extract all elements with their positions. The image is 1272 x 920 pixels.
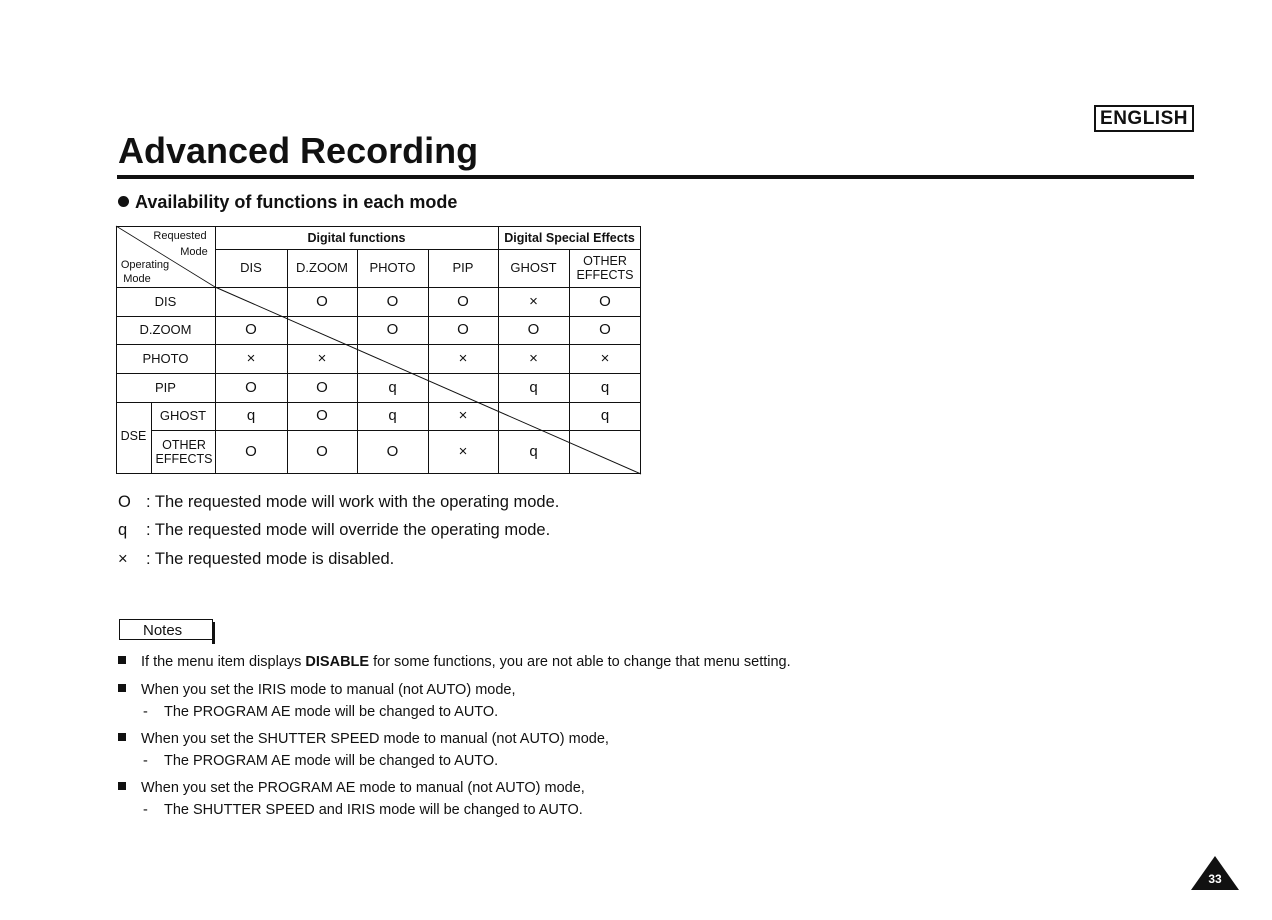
- square-bullet-icon: [118, 684, 126, 692]
- notes-box-shadow: [212, 622, 215, 644]
- table-cell: ×: [600, 349, 610, 367]
- note-text: When you set the SHUTTER SPEED mode to manual (not AUTO) mode,: [141, 731, 609, 747]
- table-cell: O: [599, 292, 611, 310]
- table-cell: O: [316, 378, 328, 396]
- row-label-photo: PHOTO: [142, 350, 189, 366]
- legend-symbol: ×: [118, 550, 128, 568]
- table-cell: ×: [458, 443, 468, 460]
- legend-text: : The requested mode is disabled.: [146, 550, 395, 568]
- row-label-ghost: GHOST: [159, 408, 207, 423]
- page-number: 33: [1208, 872, 1222, 886]
- corner-mode-top-label: Mode: [180, 246, 208, 258]
- column-header-pip: PIP: [452, 260, 474, 275]
- note-item: [118, 731, 609, 747]
- table-cell: q: [600, 407, 610, 424]
- dash-bullet: -: [143, 704, 148, 720]
- legend-text: : The requested mode will override the operating mode.: [146, 521, 551, 539]
- note-bold-text: DISABLE: [305, 654, 370, 670]
- dash-bullet: -: [143, 802, 148, 818]
- legend-item-override: [118, 521, 550, 540]
- legend-item-disabled: [118, 550, 394, 569]
- note-text: for some functions, you are not able to change that menu setting.: [369, 654, 791, 670]
- table-cell: O: [386, 292, 399, 310]
- row-label-pip: PIP: [155, 379, 176, 395]
- table-cell: ×: [317, 349, 327, 367]
- section-heading: [118, 192, 457, 213]
- note-sub-text: The PROGRAM AE mode will be changed to AUTO.: [164, 704, 499, 720]
- bullet-dot-icon: [118, 196, 129, 207]
- square-bullet-icon: [118, 782, 126, 790]
- square-bullet-icon: [118, 656, 126, 664]
- table-cell: ×: [246, 349, 256, 367]
- note-text: When you set the PROGRAM AE mode to manual (not AUTO) mode,: [141, 780, 585, 796]
- note-sub-item: [143, 753, 498, 769]
- group-header-digital-special-effects: Digital Special Effects: [504, 230, 635, 245]
- table-cell: O: [245, 443, 257, 460]
- note-item: [118, 780, 585, 796]
- note-sub-text: The SHUTTER SPEED and IRIS mode will be changed to AUTO.: [164, 802, 583, 818]
- note-item: [118, 654, 791, 670]
- note-sub-item: [143, 704, 498, 720]
- table-cell: q: [388, 378, 397, 396]
- row-label-other-effects: OTHER EFFECTS: [155, 438, 213, 466]
- page-title: Advanced Recording: [118, 130, 479, 171]
- column-header-dis: DIS: [240, 260, 262, 275]
- page-number-badge: [1191, 856, 1239, 890]
- availability-table: [116, 226, 641, 474]
- table-cell: O: [386, 443, 399, 460]
- language-badge: ENGLISH: [1094, 105, 1194, 132]
- table-cell: O: [386, 321, 399, 338]
- table-cell: ×: [458, 407, 468, 424]
- table-cell: q: [529, 443, 538, 460]
- corner-mode-bottom-label: Mode: [123, 273, 151, 285]
- corner-operating-label: Operating: [120, 259, 170, 271]
- column-header-ghost: GHOST: [510, 260, 557, 275]
- table-cell: O: [316, 292, 328, 310]
- dash-bullet: -: [143, 753, 148, 769]
- square-bullet-icon: [118, 733, 126, 741]
- table-cell: ×: [529, 292, 538, 310]
- table-cell: ×: [458, 349, 468, 367]
- corner-requested-label: Requested: [153, 230, 207, 242]
- table-cell: O: [457, 321, 469, 338]
- note-sub-text: The PROGRAM AE mode will be changed to AUTO.: [164, 753, 499, 769]
- row-label-dzoom: D.ZOOM: [139, 322, 192, 337]
- table-cell: O: [527, 321, 540, 338]
- table-cell: O: [316, 443, 328, 460]
- row-label-dis: DIS: [154, 293, 177, 309]
- table-cell: ×: [529, 349, 538, 367]
- table-cell: q: [246, 407, 256, 424]
- dse-row-group-label: DSE: [120, 429, 147, 443]
- table-cell: q: [388, 407, 397, 424]
- legend-item-works: [118, 493, 559, 512]
- table-cell: O: [245, 321, 257, 338]
- table-cell: q: [529, 378, 538, 396]
- note-sub-item: [143, 802, 583, 818]
- table-cell: O: [245, 378, 257, 396]
- legend-text: : The requested mode will work with the operating mode.: [146, 493, 560, 511]
- legend-symbol: O: [118, 493, 131, 511]
- title-divider: [117, 175, 1194, 179]
- table-cell: O: [599, 321, 611, 338]
- table-cell: O: [316, 407, 328, 424]
- group-header-digital-functions: Digital functions: [307, 230, 406, 245]
- column-header-other-effects: OTHER EFFECTS: [576, 254, 634, 282]
- section-heading-text: Availability of functions in each mode: [135, 192, 458, 212]
- table-cell: O: [457, 292, 469, 310]
- legend-symbol: q: [118, 521, 128, 539]
- note-item: [118, 682, 516, 698]
- column-header-photo: PHOTO: [369, 260, 416, 275]
- column-header-dzoom: D.ZOOM: [296, 260, 348, 275]
- note-text: When you set the IRIS mode to manual (not AUTO) mode,: [141, 682, 516, 698]
- table-cell: q: [600, 378, 610, 396]
- notes-label-box: Notes: [119, 619, 213, 640]
- note-text: If the menu item displays: [141, 654, 306, 670]
